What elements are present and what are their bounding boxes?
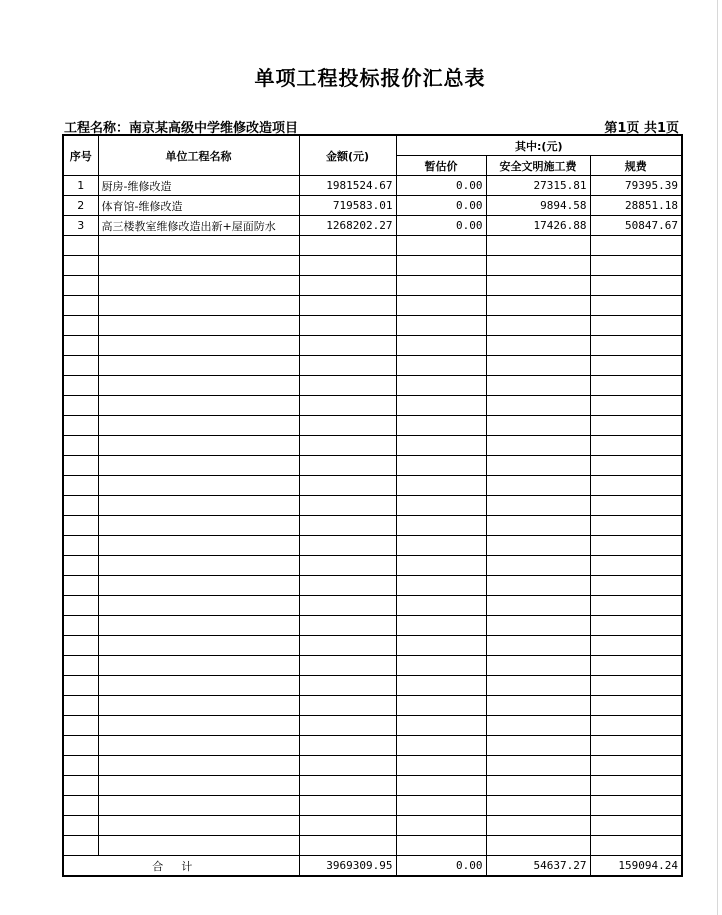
empty-cell — [486, 796, 590, 816]
empty-cell — [590, 376, 682, 396]
empty-cell — [396, 816, 486, 836]
empty-cell — [98, 736, 299, 756]
empty-cell — [396, 796, 486, 816]
empty-cell — [396, 596, 486, 616]
empty-cell — [63, 716, 98, 736]
empty-cell — [299, 636, 396, 656]
empty-cell — [63, 316, 98, 336]
empty-cell — [396, 496, 486, 516]
row-amount: 1268202.27 — [299, 216, 396, 236]
empty-cell — [590, 316, 682, 336]
empty-row — [63, 636, 682, 656]
empty-cell — [299, 316, 396, 336]
empty-cell — [299, 536, 396, 556]
empty-cell — [396, 316, 486, 336]
empty-row — [63, 436, 682, 456]
total-amount: 3969309.95 — [299, 856, 396, 877]
empty-row — [63, 656, 682, 676]
empty-cell — [590, 796, 682, 816]
empty-cell — [63, 656, 98, 676]
empty-row — [63, 456, 682, 476]
empty-cell — [98, 616, 299, 636]
empty-cell — [63, 776, 98, 796]
empty-cell — [98, 596, 299, 616]
empty-cell — [590, 456, 682, 476]
row-amount: 1981524.67 — [299, 176, 396, 196]
row-fees: 28851.18 — [590, 196, 682, 216]
empty-row — [63, 696, 682, 716]
empty-cell — [98, 636, 299, 656]
empty-row — [63, 376, 682, 396]
empty-cell — [486, 276, 590, 296]
empty-row — [63, 336, 682, 356]
page-title: 单项工程投标报价汇总表 — [254, 66, 486, 90]
empty-cell — [396, 416, 486, 436]
empty-cell — [299, 796, 396, 816]
empty-cell — [63, 496, 98, 516]
empty-cell — [98, 796, 299, 816]
empty-cell — [486, 756, 590, 776]
empty-cell — [590, 296, 682, 316]
empty-cell — [299, 416, 396, 436]
empty-cell — [590, 276, 682, 296]
empty-row — [63, 796, 682, 816]
empty-cell — [396, 616, 486, 636]
empty-cell — [98, 816, 299, 836]
empty-cell — [299, 776, 396, 796]
empty-cell — [98, 576, 299, 596]
empty-cell — [98, 676, 299, 696]
empty-cell — [299, 296, 396, 316]
empty-cell — [299, 836, 396, 856]
empty-cell — [486, 296, 590, 316]
header-provisional: 暂估价 — [396, 156, 486, 176]
empty-cell — [63, 396, 98, 416]
empty-cell — [590, 336, 682, 356]
empty-cell — [396, 236, 486, 256]
empty-cell — [98, 236, 299, 256]
empty-cell — [63, 536, 98, 556]
empty-cell — [396, 456, 486, 476]
empty-cell — [98, 836, 299, 856]
empty-cell — [299, 576, 396, 596]
empty-cell — [63, 816, 98, 836]
empty-row — [63, 836, 682, 856]
empty-cell — [486, 636, 590, 656]
empty-cell — [486, 236, 590, 256]
row-index: 3 — [63, 216, 98, 236]
empty-cell — [486, 836, 590, 856]
empty-cell — [486, 696, 590, 716]
empty-cell — [63, 696, 98, 716]
header-of-which: 其中:(元) — [396, 135, 682, 156]
row-fees: 50847.67 — [590, 216, 682, 236]
row-index: 1 — [63, 176, 98, 196]
header-safety: 安全文明施工费 — [486, 156, 590, 176]
empty-row — [63, 256, 682, 276]
header-unit-name: 单位工程名称 — [98, 135, 299, 176]
empty-cell — [98, 696, 299, 716]
empty-cell — [396, 336, 486, 356]
header-fees: 规费 — [590, 156, 682, 176]
empty-cell — [396, 776, 486, 796]
empty-cell — [63, 456, 98, 476]
empty-cell — [63, 676, 98, 696]
page-edge-divider — [717, 0, 718, 915]
empty-cell — [590, 776, 682, 796]
empty-cell — [98, 776, 299, 796]
empty-cell — [299, 436, 396, 456]
empty-row — [63, 676, 682, 696]
empty-cell — [98, 376, 299, 396]
empty-cell — [486, 616, 590, 636]
summary-table — [62, 134, 683, 877]
empty-cell — [396, 676, 486, 696]
empty-cell — [299, 656, 396, 676]
empty-cell — [590, 436, 682, 456]
empty-cell — [486, 716, 590, 736]
empty-cell — [590, 596, 682, 616]
empty-cell — [486, 416, 590, 436]
empty-cell — [98, 536, 299, 556]
empty-cell — [98, 256, 299, 276]
empty-cell — [63, 556, 98, 576]
row-unit-name: 厨房-维修改造 — [98, 176, 299, 196]
empty-cell — [396, 736, 486, 756]
empty-cell — [396, 536, 486, 556]
empty-cell — [98, 716, 299, 736]
total-label: 合计 — [63, 856, 299, 877]
empty-cell — [63, 296, 98, 316]
empty-cell — [63, 616, 98, 636]
empty-cell — [98, 456, 299, 476]
empty-cell — [590, 416, 682, 436]
empty-cell — [63, 476, 98, 496]
empty-cell — [486, 816, 590, 836]
empty-cell — [590, 756, 682, 776]
empty-cell — [299, 696, 396, 716]
empty-cell — [396, 396, 486, 416]
empty-cell — [486, 736, 590, 756]
empty-cell — [396, 656, 486, 676]
empty-row — [63, 416, 682, 436]
empty-cell — [63, 356, 98, 376]
empty-cell — [486, 536, 590, 556]
empty-cell — [590, 636, 682, 656]
empty-cell — [396, 516, 486, 536]
empty-cell — [396, 476, 486, 496]
empty-cell — [590, 736, 682, 756]
empty-row — [63, 496, 682, 516]
empty-cell — [486, 356, 590, 376]
empty-cell — [63, 436, 98, 456]
empty-row — [63, 316, 682, 336]
empty-cell — [486, 316, 590, 336]
table-row — [63, 176, 682, 196]
empty-cell — [590, 516, 682, 536]
page-info: 第1页 共1页 — [604, 121, 679, 136]
table-body — [63, 176, 682, 856]
row-safety: 17426.88 — [486, 216, 590, 236]
empty-cell — [396, 376, 486, 396]
empty-cell — [396, 296, 486, 316]
empty-cell — [590, 496, 682, 516]
empty-cell — [299, 816, 396, 836]
empty-cell — [98, 556, 299, 576]
empty-cell — [486, 676, 590, 696]
empty-cell — [63, 736, 98, 756]
empty-cell — [590, 716, 682, 736]
table-row — [63, 216, 682, 236]
empty-cell — [590, 256, 682, 276]
empty-cell — [590, 236, 682, 256]
empty-cell — [396, 356, 486, 376]
empty-cell — [63, 756, 98, 776]
empty-row — [63, 616, 682, 636]
empty-cell — [590, 356, 682, 376]
empty-cell — [396, 256, 486, 276]
empty-cell — [486, 436, 590, 456]
table-row — [63, 196, 682, 216]
row-fees: 79395.39 — [590, 176, 682, 196]
empty-cell — [486, 476, 590, 496]
empty-row — [63, 276, 682, 296]
empty-cell — [63, 276, 98, 296]
empty-cell — [299, 756, 396, 776]
empty-cell — [299, 736, 396, 756]
empty-cell — [98, 656, 299, 676]
empty-row — [63, 296, 682, 316]
empty-cell — [396, 756, 486, 776]
empty-cell — [396, 636, 486, 656]
empty-cell — [63, 796, 98, 816]
empty-row — [63, 716, 682, 736]
empty-cell — [590, 556, 682, 576]
empty-cell — [590, 576, 682, 596]
empty-cell — [98, 396, 299, 416]
empty-row — [63, 536, 682, 556]
total-safety: 54637.27 — [486, 856, 590, 877]
empty-cell — [486, 396, 590, 416]
empty-cell — [299, 396, 396, 416]
empty-cell — [486, 576, 590, 596]
row-safety: 27315.81 — [486, 176, 590, 196]
empty-cell — [98, 316, 299, 336]
empty-cell — [299, 376, 396, 396]
empty-cell — [63, 516, 98, 536]
empty-row — [63, 736, 682, 756]
empty-cell — [299, 456, 396, 476]
header-amount: 金额(元) — [299, 135, 396, 176]
empty-cell — [63, 376, 98, 396]
empty-cell — [486, 376, 590, 396]
empty-cell — [299, 276, 396, 296]
empty-cell — [299, 236, 396, 256]
empty-row — [63, 556, 682, 576]
row-amount: 719583.01 — [299, 196, 396, 216]
row-provisional: 0.00 — [396, 196, 486, 216]
empty-cell — [98, 476, 299, 496]
row-unit-name: 高三楼教室维修改造出新+屋面防水 — [98, 216, 299, 236]
empty-cell — [299, 556, 396, 576]
empty-cell — [98, 296, 299, 316]
empty-cell — [98, 496, 299, 516]
empty-cell — [590, 696, 682, 716]
empty-cell — [98, 356, 299, 376]
empty-cell — [396, 436, 486, 456]
project-name: 工程名称：南京某高级中学维修改造项目 — [64, 121, 299, 136]
empty-cell — [396, 836, 486, 856]
empty-cell — [590, 676, 682, 696]
empty-cell — [299, 596, 396, 616]
empty-cell — [486, 656, 590, 676]
row-provisional: 0.00 — [396, 176, 486, 196]
total-provisional: 0.00 — [396, 856, 486, 877]
empty-cell — [590, 836, 682, 856]
empty-cell — [486, 496, 590, 516]
empty-cell — [63, 836, 98, 856]
empty-cell — [299, 476, 396, 496]
empty-cell — [299, 356, 396, 376]
empty-cell — [396, 556, 486, 576]
empty-cell — [396, 276, 486, 296]
empty-cell — [299, 496, 396, 516]
empty-cell — [590, 536, 682, 556]
empty-cell — [590, 656, 682, 676]
empty-cell — [486, 256, 590, 276]
empty-cell — [63, 596, 98, 616]
empty-cell — [590, 616, 682, 636]
empty-cell — [590, 816, 682, 836]
row-index: 2 — [63, 196, 98, 216]
empty-cell — [63, 416, 98, 436]
empty-cell — [299, 716, 396, 736]
row-unit-name: 体育馆-维修改造 — [98, 196, 299, 216]
empty-cell — [98, 436, 299, 456]
empty-cell — [98, 416, 299, 436]
empty-cell — [299, 676, 396, 696]
empty-cell — [63, 256, 98, 276]
empty-cell — [486, 596, 590, 616]
empty-row — [63, 236, 682, 256]
empty-cell — [98, 516, 299, 536]
empty-cell — [396, 716, 486, 736]
empty-cell — [299, 336, 396, 356]
empty-row — [63, 776, 682, 796]
empty-row — [63, 476, 682, 496]
empty-cell — [63, 336, 98, 356]
empty-row — [63, 756, 682, 776]
empty-cell — [396, 696, 486, 716]
empty-cell — [486, 776, 590, 796]
empty-cell — [590, 396, 682, 416]
empty-row — [63, 596, 682, 616]
empty-cell — [396, 576, 486, 596]
empty-cell — [98, 336, 299, 356]
empty-row — [63, 816, 682, 836]
empty-cell — [63, 576, 98, 596]
empty-cell — [486, 556, 590, 576]
row-safety: 9894.58 — [486, 196, 590, 216]
empty-cell — [299, 616, 396, 636]
empty-row — [63, 356, 682, 376]
empty-cell — [486, 456, 590, 476]
empty-cell — [486, 336, 590, 356]
empty-row — [63, 396, 682, 416]
row-provisional: 0.00 — [396, 216, 486, 236]
empty-row — [63, 576, 682, 596]
empty-cell — [63, 636, 98, 656]
empty-cell — [299, 516, 396, 536]
total-row — [63, 856, 682, 877]
empty-cell — [63, 236, 98, 256]
header-seq: 序号 — [63, 135, 98, 176]
empty-row — [63, 516, 682, 536]
empty-cell — [299, 256, 396, 276]
total-fees: 159094.24 — [590, 856, 682, 877]
empty-cell — [98, 276, 299, 296]
empty-cell — [98, 756, 299, 776]
empty-cell — [590, 476, 682, 496]
empty-cell — [486, 516, 590, 536]
